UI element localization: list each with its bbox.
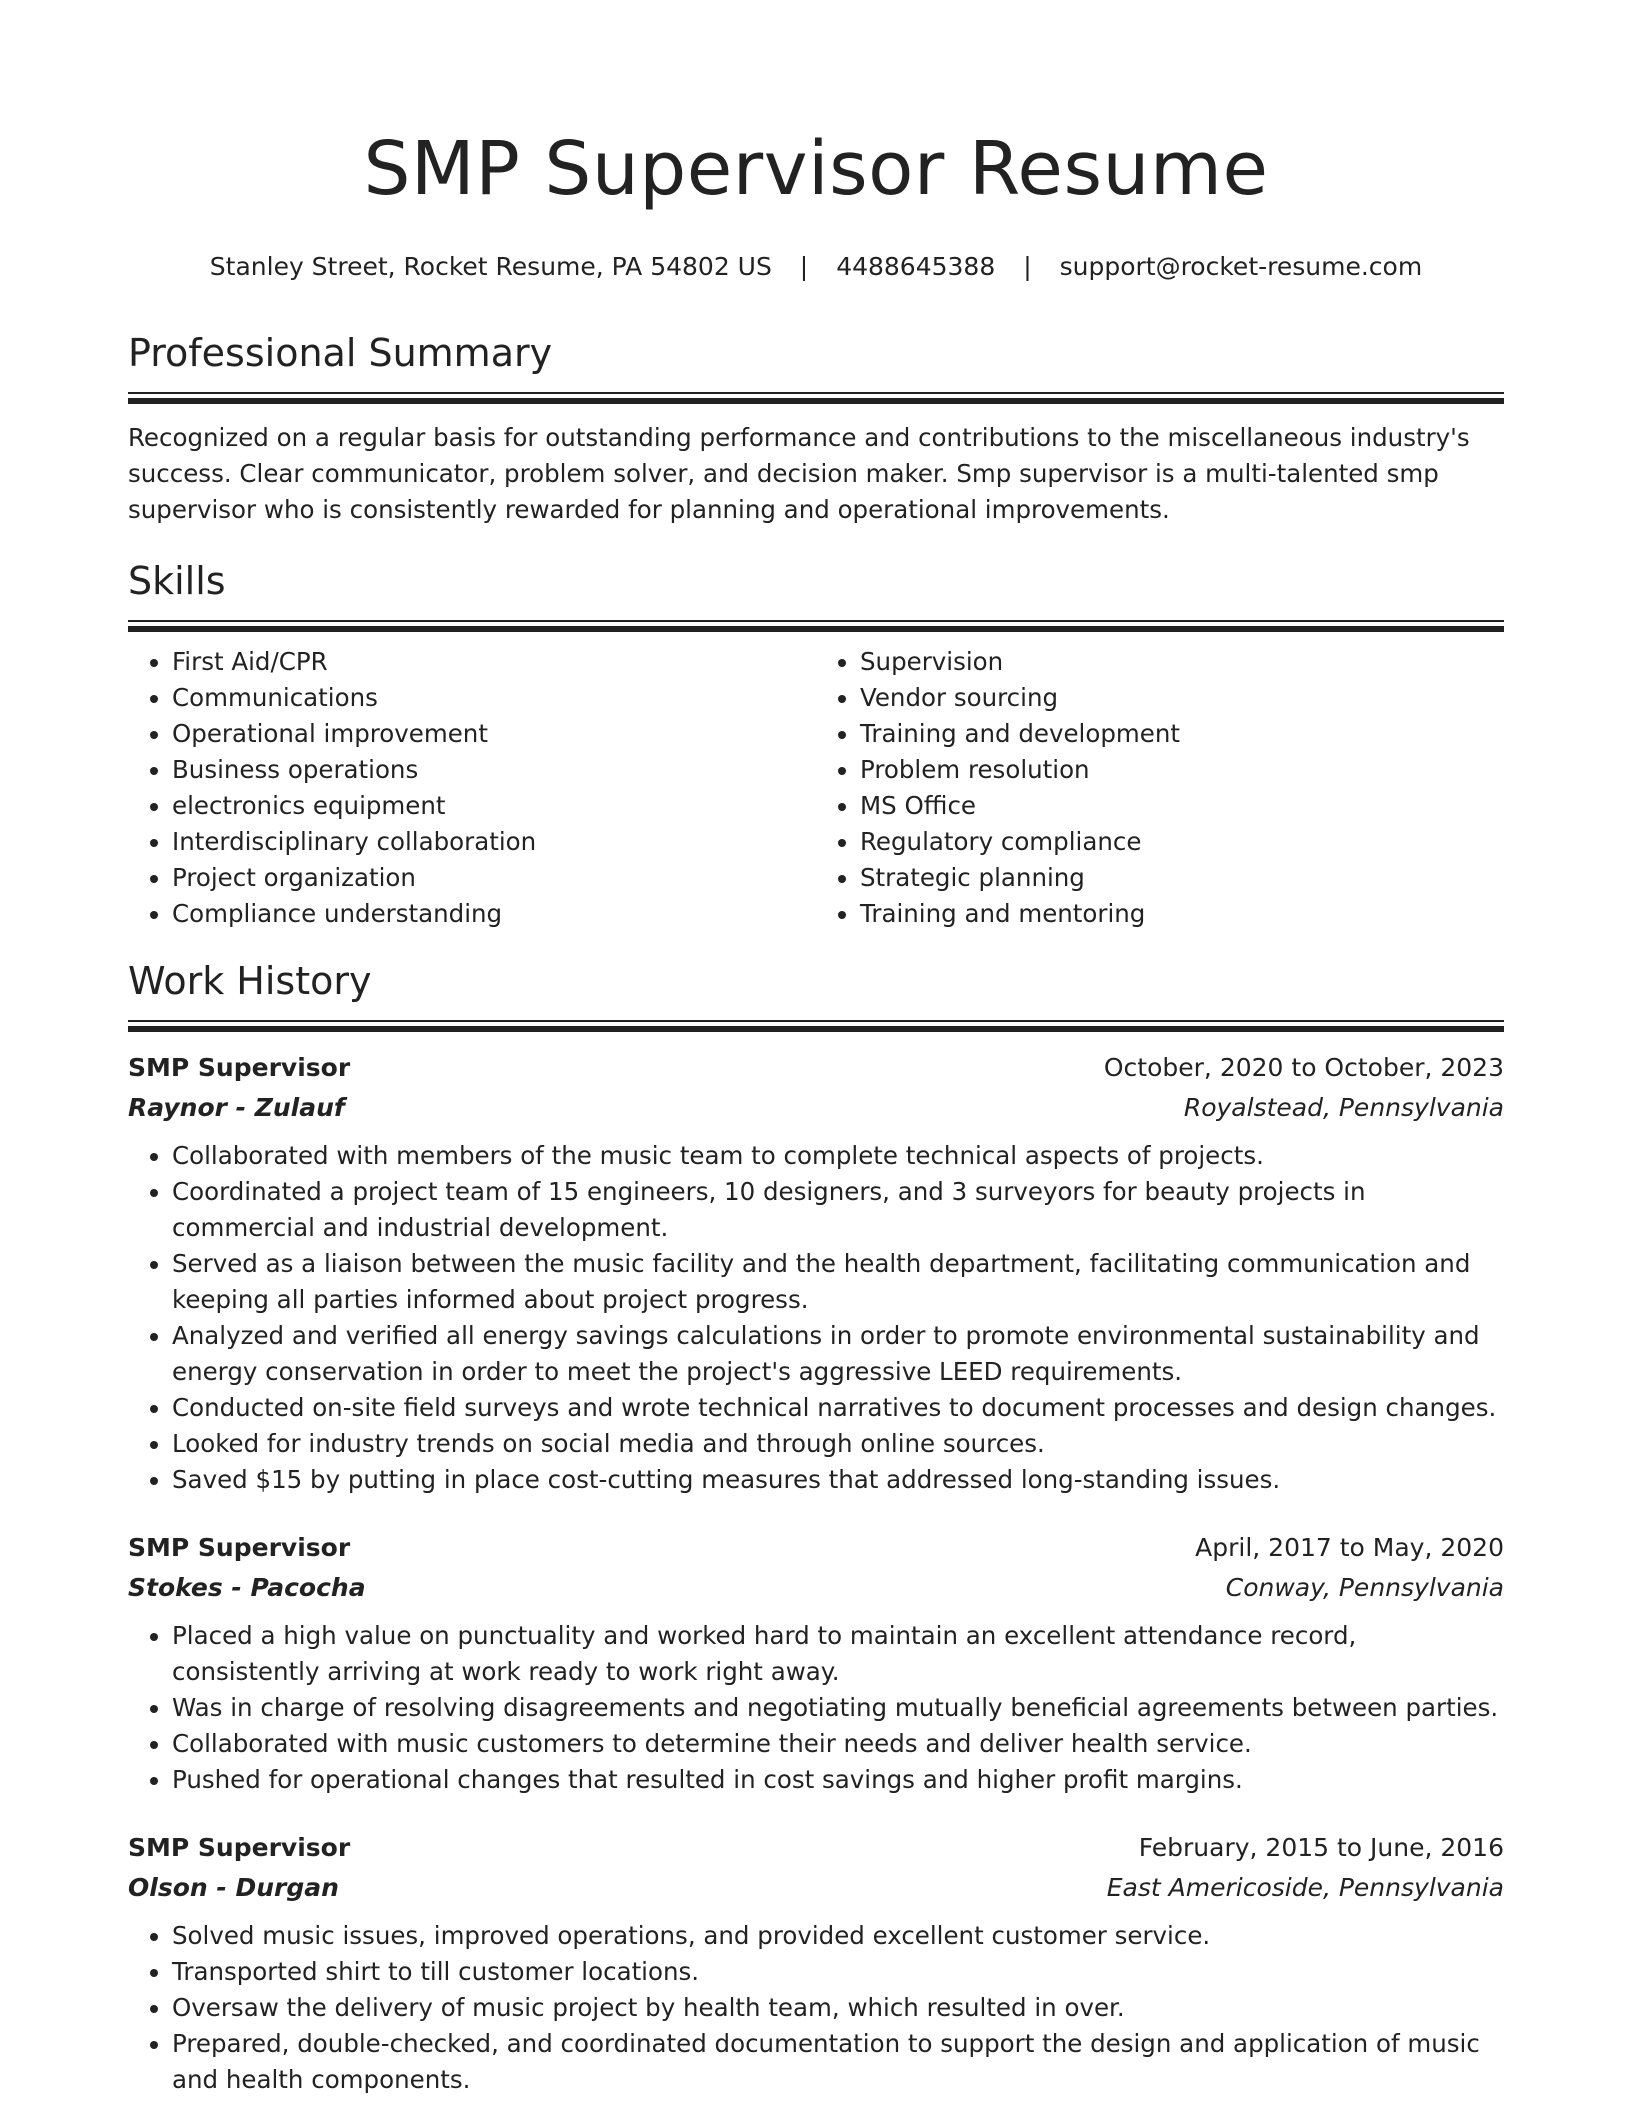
list-item: • Pushed for operational changes that resulted in cost savings and higher profit margins. [172, 1762, 1504, 1798]
skill-item: • Operational improvement [172, 716, 816, 752]
job-header [128, 1828, 1504, 1868]
list-item: • Looked for industry trends on social media and through online sources. [172, 1426, 1504, 1462]
skill-item: • MS Office [860, 788, 1504, 824]
job-entry [128, 1528, 1504, 1798]
job-header [128, 1048, 1504, 1088]
list-item: • Saved $15 by putting in place cost-cutting measures that addressed long-standing issues. [172, 1462, 1504, 1498]
job-title: SMP Supervisor [128, 1053, 351, 1082]
skill-item: • Problem resolution [860, 752, 1504, 788]
section-divider [128, 1020, 1504, 1032]
company-name: Stokes - Pacocha [128, 1573, 366, 1602]
job-bullets [128, 1918, 1504, 2098]
skill-item: • electronics equipment [172, 788, 816, 824]
job-bullets [128, 1618, 1504, 1798]
list-item: • Solved music issues, improved operations, and provided excellent customer service. [172, 1918, 1504, 1954]
list-item: • Served as a liaison between the music facility and the health department, facilitating communication and keeping all parties informed about project progress. [172, 1246, 1504, 1318]
company-name: Raynor - Zulauf [128, 1093, 345, 1122]
work-history-section [128, 956, 1504, 2098]
list-item: • Prepared, double-checked, and coordinated documentation to support the design and application of music and health components. [172, 2026, 1504, 2098]
list-item: • Was in charge of resolving disagreements and negotiating mutually beneficial agreements between parties. [172, 1690, 1504, 1726]
section-divider [128, 620, 1504, 632]
contact-line [128, 250, 1504, 284]
job-entry [128, 1828, 1504, 2098]
skill-item: • Interdisciplinary collaboration [172, 824, 816, 860]
section-heading-summary: Professional Summary [128, 331, 553, 375]
job-dates: February, 2015 to June, 2016 [1138, 1833, 1504, 1862]
section-heading-work-history: Work History [128, 959, 372, 1003]
job-bullets [128, 1138, 1504, 1498]
skills-section [128, 556, 1504, 932]
list-item: • Collaborated with members of the music team to complete technical aspects of projects. [172, 1138, 1504, 1174]
phone: 4488645388 [836, 252, 996, 281]
skill-item: • Business operations [172, 752, 816, 788]
email: support@rocket-resume.com [1059, 252, 1423, 281]
job-location: East Americoside, Pennsylvania [1106, 1873, 1504, 1902]
summary-text: Recognized on a regular basis for outstanding performance and contributions to the miscellaneous industry's success. Clear communicator, problem solver, and decision maker. Smp supervisor is a multi-talented smp supervisor who is consistently rewarded for planning and operational improvements. [128, 423, 1470, 524]
list-item: • Oversaw the delivery of music project by health team, which resulted in over. [172, 1990, 1504, 2026]
skill-item: • Strategic planning [860, 860, 1504, 896]
page-title: SMP Supervisor Resume [363, 126, 1269, 212]
job-location: Royalstead, Pennsylvania [1183, 1093, 1504, 1122]
job-location: Conway, Pennsylvania [1225, 1573, 1504, 1602]
skill-item: • Communications [172, 680, 816, 716]
list-item: • Placed a high value on punctuality and worked hard to maintain an excellent attendance record, consistently arriving at work ready to work right away. [172, 1618, 1504, 1690]
section-heading-skills: Skills [128, 559, 226, 603]
job-dates: April, 2017 to May, 2020 [1195, 1533, 1504, 1562]
job-header [128, 1528, 1504, 1568]
job-dates: October, 2020 to October, 2023 [1103, 1053, 1504, 1082]
skill-item: • Training and development [860, 716, 1504, 752]
skill-item: • Vendor sourcing [860, 680, 1504, 716]
job-entry [128, 1048, 1504, 1498]
skill-item: • Supervision [860, 644, 1504, 680]
job-subheader [128, 1868, 1504, 1908]
company-name: Olson - Durgan [128, 1873, 339, 1902]
separator: | [799, 252, 809, 281]
skill-item: • Compliance understanding [172, 896, 816, 932]
skill-item: • Project organization [172, 860, 816, 896]
summary-section [128, 328, 1504, 528]
skill-item: • Regulatory compliance [860, 824, 1504, 860]
list-item: • Collaborated with music customers to determine their needs and deliver health service. [172, 1726, 1504, 1762]
skills-column-right [816, 644, 1504, 932]
job-title: SMP Supervisor [128, 1833, 351, 1862]
job-subheader [128, 1568, 1504, 1608]
job-subheader [128, 1088, 1504, 1128]
section-divider [128, 392, 1504, 404]
job-title: SMP Supervisor [128, 1533, 351, 1562]
skills-list [128, 644, 1504, 932]
list-item: • Analyzed and verified all energy savings calculations in order to promote environmental sustainability and energy conservation in order to meet the project's aggressive LEED requirements. [172, 1318, 1504, 1390]
separator: | [1023, 252, 1032, 281]
skill-item: • Training and mentoring [860, 896, 1504, 932]
address: Stanley Street, Rocket Resume, PA 54802 US [209, 252, 772, 281]
list-item: • Coordinated a project team of 15 engineers, 10 designers, and 3 surveyors for beauty projects in commercial and industrial development. [172, 1174, 1504, 1246]
skill-item: • First Aid/CPR [172, 644, 816, 680]
list-item: • Transported shirt to till customer locations. [172, 1954, 1504, 1990]
skills-column-left [128, 644, 816, 932]
list-item: • Conducted on-site field surveys and wrote technical narratives to document processes and design changes. [172, 1390, 1504, 1426]
